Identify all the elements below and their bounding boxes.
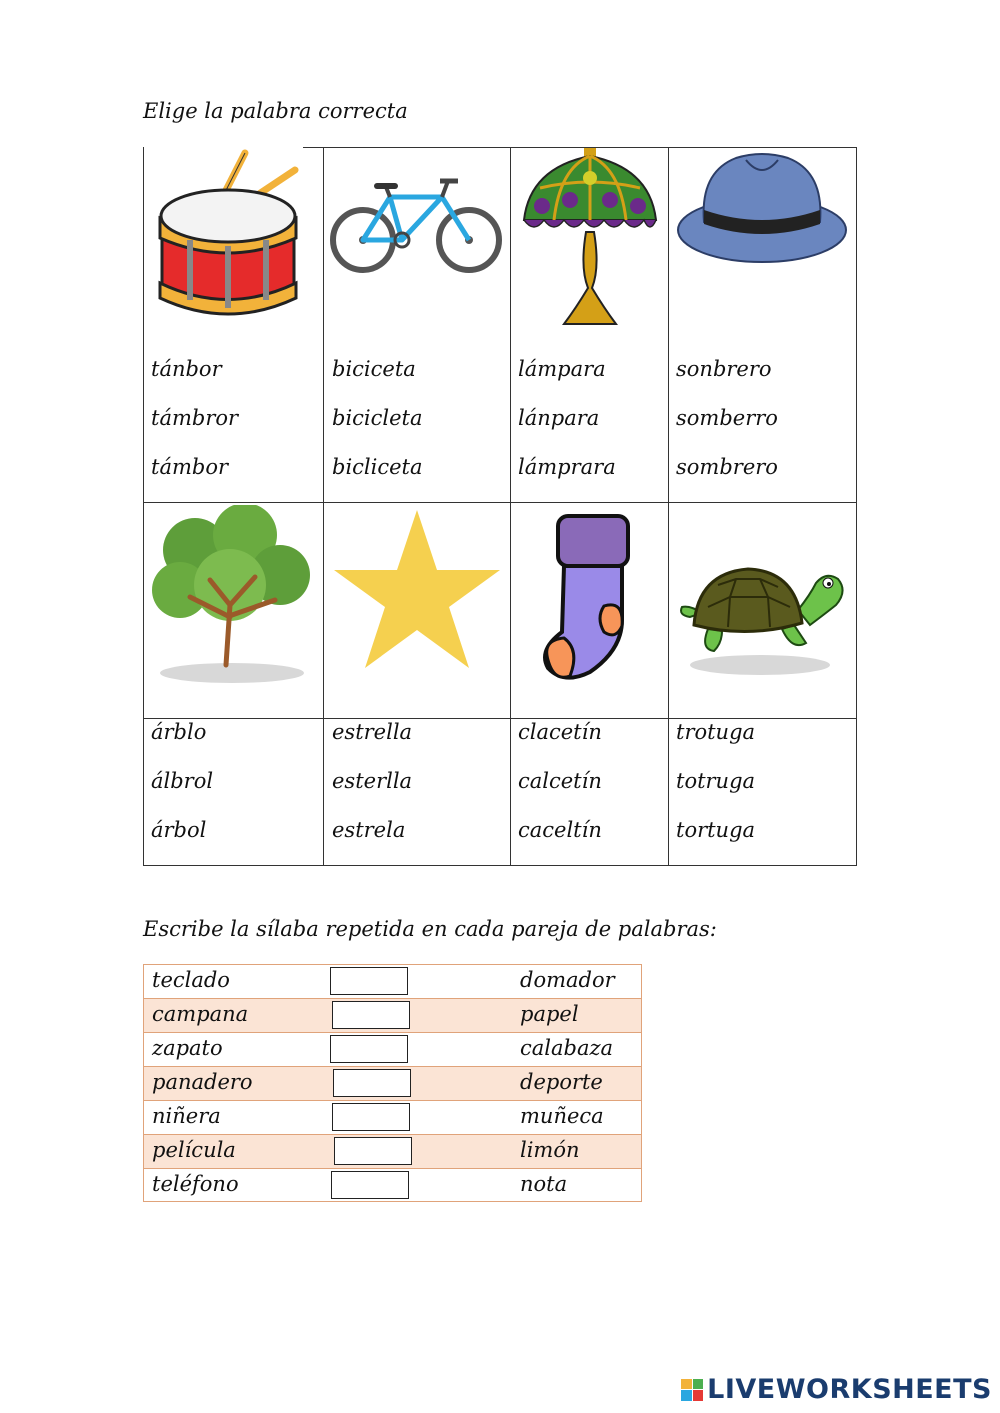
syllable-left-word: campana — [152, 1002, 249, 1026]
syllable-answer-input[interactable] — [330, 1035, 408, 1063]
syllable-left-word: película — [152, 1138, 236, 1162]
syllable-right-word: papel — [520, 1002, 579, 1026]
option-tree-3[interactable]: árbol — [151, 818, 207, 842]
syllable-row — [143, 1134, 642, 1168]
lamp-picture — [520, 148, 660, 330]
option-hat-2[interactable]: somberro — [676, 406, 778, 430]
drum-picture — [150, 148, 305, 328]
syllable-row — [143, 1168, 642, 1202]
syllable-answer-input[interactable] — [332, 1103, 410, 1131]
option-bicycle-1[interactable]: biciceta — [332, 357, 416, 381]
syllable-answer-input[interactable] — [334, 1137, 412, 1165]
syllable-answer-input[interactable] — [331, 1171, 409, 1199]
option-hat-3[interactable]: sombrero — [676, 455, 778, 479]
option-turtle-1[interactable]: trotuga — [676, 720, 756, 744]
option-lamp-2[interactable]: lánpara — [518, 406, 600, 430]
liveworksheets-logo — [681, 1374, 992, 1405]
syllable-right-word: deporte — [520, 1070, 603, 1094]
option-bicycle-2[interactable]: bicicleta — [332, 406, 423, 430]
brand-name: LIVEWORKSHEETS — [707, 1374, 992, 1405]
star-picture — [332, 508, 502, 670]
option-lamp-1[interactable]: lámpara — [518, 357, 606, 381]
syllable-row — [143, 998, 642, 1032]
option-sock-2[interactable]: calcetín — [518, 769, 602, 793]
option-drum-3[interactable]: támbor — [151, 455, 228, 479]
logo-mark-icon — [681, 1379, 703, 1401]
syllable-right-word: limón — [520, 1138, 580, 1162]
option-tree-1[interactable]: árblo — [151, 720, 207, 744]
syllable-left-word: niñera — [152, 1104, 221, 1128]
syllable-right-word: nota — [520, 1172, 568, 1196]
exercise1-title: Elige la palabra correcta — [143, 99, 408, 123]
bicycle-picture — [330, 175, 502, 277]
syllable-right-word: muñeca — [520, 1104, 604, 1128]
syllable-answer-input[interactable] — [332, 1001, 410, 1029]
syllable-answer-input[interactable] — [330, 967, 408, 995]
tree-picture — [150, 505, 315, 687]
syllable-left-word: teléfono — [152, 1172, 239, 1196]
sock-picture — [540, 510, 632, 685]
option-sock-1[interactable]: clacetín — [518, 720, 602, 744]
syllable-left-word: zapato — [152, 1036, 223, 1060]
syllable-answer-input[interactable] — [333, 1069, 411, 1097]
syllable-right-word: domador — [520, 968, 615, 992]
option-drum-2[interactable]: támbror — [151, 406, 239, 430]
option-lamp-3[interactable]: lámprara — [518, 455, 616, 479]
syllable-row — [143, 1100, 642, 1134]
option-star-1[interactable]: estrella — [332, 720, 413, 744]
syllable-row — [143, 964, 642, 998]
syllable-left-word: teclado — [152, 968, 230, 992]
syllable-row — [143, 1066, 642, 1100]
option-tree-2[interactable]: álbrol — [151, 769, 214, 793]
syllable-right-word: calabaza — [520, 1036, 614, 1060]
hat-picture — [676, 150, 848, 265]
syllable-left-word: panadero — [152, 1070, 253, 1094]
turtle-picture — [678, 565, 848, 677]
syllable-row — [143, 1032, 642, 1066]
option-turtle-2[interactable]: totruga — [676, 769, 756, 793]
option-drum-1[interactable]: tánbor — [151, 357, 222, 381]
option-sock-3[interactable]: caceltín — [518, 818, 602, 842]
option-hat-1[interactable]: sonbrero — [676, 357, 772, 381]
option-star-3[interactable]: estrela — [332, 818, 406, 842]
option-star-2[interactable]: esterlla — [332, 769, 413, 793]
option-bicycle-3[interactable]: bicliceta — [332, 455, 423, 479]
exercise2-title: Escribe la sílaba repetida en cada pareja de palabras: — [143, 917, 717, 941]
option-turtle-3[interactable]: tortuga — [676, 818, 756, 842]
